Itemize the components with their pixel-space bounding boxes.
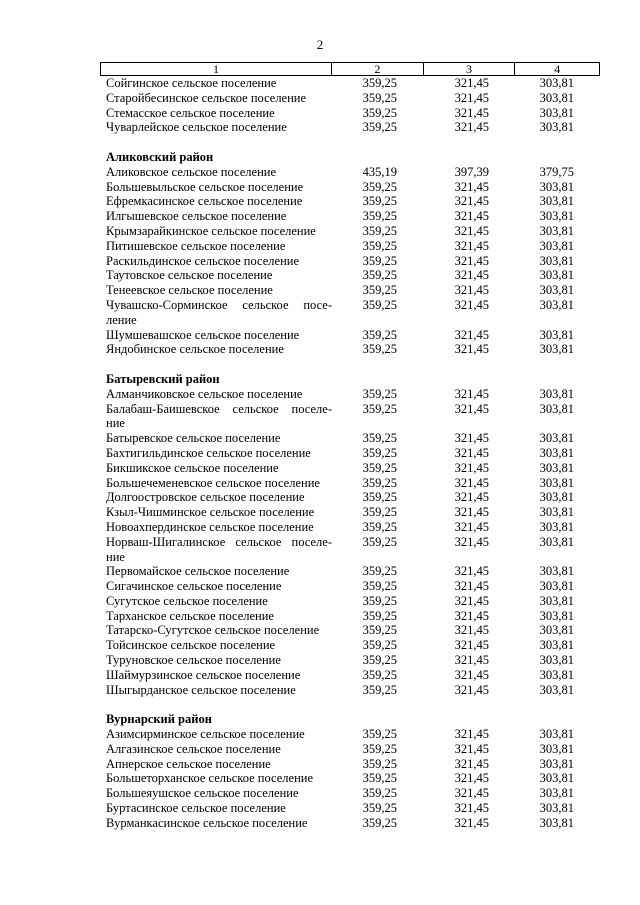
settlement-name: Большеторханское сельское поселение xyxy=(106,771,314,786)
rows-batyrev-b xyxy=(100,431,600,535)
settlement-name: Сойгинское сельское поселение xyxy=(106,76,277,90)
value-col-4: 303,81 xyxy=(539,342,574,357)
value-col-2: 359,25 xyxy=(362,76,397,90)
value-col-2: 435,19 xyxy=(362,164,397,179)
value-col-3: 321,45 xyxy=(454,771,489,786)
value-col-4: 303,81 xyxy=(539,120,574,135)
settlement-name: Бикшикское сельское поселение xyxy=(106,460,279,475)
settlement-name: Илгышевское сельское поселение xyxy=(106,209,287,224)
table-row xyxy=(100,594,600,609)
table-row xyxy=(100,668,600,683)
value-col-4: 303,81 xyxy=(539,179,574,194)
value-col-3: 321,45 xyxy=(454,120,489,135)
settlement-name: Старойбесинское сельское поселение xyxy=(106,90,307,105)
settlement-name: Балабаш-Баишевское сельское поселе- xyxy=(106,401,332,416)
value-col-3: 321,45 xyxy=(454,801,489,816)
value-col-2: 359,25 xyxy=(362,682,397,697)
table-row xyxy=(100,180,600,195)
value-col-3: 321,45 xyxy=(454,445,489,460)
value-col-4: 303,81 xyxy=(539,297,574,312)
table-body xyxy=(100,76,600,831)
table-row xyxy=(100,742,600,757)
settlement-name-continued: ние xyxy=(106,416,125,431)
value-col-4: 303,81 xyxy=(539,475,574,490)
rows-vurnar-a xyxy=(100,727,600,831)
table-row xyxy=(100,771,600,786)
settlement-name: Тарханское сельское поселение xyxy=(106,608,274,623)
value-col-2: 359,25 xyxy=(362,505,397,520)
value-col-3: 321,45 xyxy=(454,297,489,312)
value-col-2: 359,25 xyxy=(362,268,397,283)
wrap-row-alikov-1 xyxy=(100,298,600,328)
settlement-name: Шаймурзинское сельское поселение xyxy=(106,667,301,682)
settlement-name: Стемасское сельское поселение xyxy=(106,105,275,120)
settlement-name: Крымзарайкинское сельское поселение xyxy=(106,223,316,238)
value-col-2: 359,25 xyxy=(362,653,397,668)
table-row xyxy=(100,727,600,742)
value-col-3: 397,39 xyxy=(454,164,489,179)
district-title-batyrev: Батыревский район xyxy=(106,371,220,386)
wrap-row-batyrev-1 xyxy=(100,402,600,432)
settlement-name: Апнерское сельское поселение xyxy=(106,756,271,771)
value-col-3: 321,45 xyxy=(454,593,489,608)
value-col-2: 359,25 xyxy=(362,90,397,105)
table-row xyxy=(100,402,600,417)
table-row xyxy=(100,328,600,343)
value-col-3: 321,45 xyxy=(454,76,489,90)
table-row xyxy=(100,461,600,476)
value-col-3: 321,45 xyxy=(454,786,489,801)
value-col-4: 303,81 xyxy=(539,401,574,416)
value-col-2: 359,25 xyxy=(362,756,397,771)
value-col-2: 359,25 xyxy=(362,327,397,342)
settlement-name: Питишевское сельское поселение xyxy=(106,238,286,253)
value-col-4: 303,81 xyxy=(539,741,574,756)
settlement-name: Татарско-Сугутское сельское поселение xyxy=(106,623,320,638)
value-col-2: 359,25 xyxy=(362,593,397,608)
value-col-2: 359,25 xyxy=(362,445,397,460)
wrap-row-batyrev-2 xyxy=(100,535,600,565)
value-col-3: 321,45 xyxy=(454,534,489,549)
value-col-2: 359,25 xyxy=(362,815,397,830)
value-col-2: 359,25 xyxy=(362,386,397,401)
value-col-3: 321,45 xyxy=(454,564,489,579)
value-col-3: 321,45 xyxy=(454,815,489,830)
value-col-4: 303,81 xyxy=(539,105,574,120)
table-row xyxy=(100,91,600,106)
settlement-name: Ефремкасинское сельское поселение xyxy=(106,194,303,209)
settlement-name: Яндобинское сельское поселение xyxy=(106,342,284,357)
value-col-2: 359,25 xyxy=(362,253,397,268)
value-col-3: 321,45 xyxy=(454,194,489,209)
settlement-name: Азимсирминское сельское поселение xyxy=(106,727,305,742)
value-col-3: 321,45 xyxy=(454,638,489,653)
value-col-2: 359,25 xyxy=(362,638,397,653)
settlement-name: Раскильдинское сельское поселение xyxy=(106,253,300,268)
value-col-3: 321,45 xyxy=(454,253,489,268)
settlement-name: Туруновское сельское поселение xyxy=(106,653,281,668)
value-col-4: 303,81 xyxy=(539,76,574,90)
settlement-name: Долгоостровское сельское поселение xyxy=(106,490,305,505)
table-row xyxy=(100,431,600,446)
table-row xyxy=(100,106,600,121)
table-row xyxy=(100,387,600,402)
table-row xyxy=(100,209,600,224)
value-col-3: 321,45 xyxy=(454,386,489,401)
value-col-2: 359,25 xyxy=(362,283,397,298)
value-col-4: 303,81 xyxy=(539,445,574,460)
value-col-3: 321,45 xyxy=(454,90,489,105)
table-row xyxy=(100,120,600,135)
settlement-name: Шумшевашское сельское поселение xyxy=(106,327,300,342)
value-col-3: 321,45 xyxy=(454,401,489,416)
settlement-name: Таутовское сельское поселение xyxy=(106,268,273,283)
rows-top xyxy=(100,76,600,135)
settlement-name: Батыревское сельское поселение xyxy=(106,431,281,446)
value-col-3: 321,45 xyxy=(454,623,489,638)
settlement-name: Норваш-Шигалинское сельское поселе- xyxy=(106,534,332,549)
settlement-name-continued: ление xyxy=(106,312,137,327)
value-col-3: 321,45 xyxy=(454,460,489,475)
table-row xyxy=(100,638,600,653)
value-col-3: 321,45 xyxy=(454,105,489,120)
value-col-4: 303,81 xyxy=(539,564,574,579)
settlement-name: Аликовское сельское поселение xyxy=(106,164,276,179)
table-row xyxy=(100,342,600,357)
value-col-3: 321,45 xyxy=(454,667,489,682)
value-col-3: 321,45 xyxy=(454,608,489,623)
settlement-name: Буртасинское сельское поселение xyxy=(106,801,286,816)
value-col-4: 303,81 xyxy=(539,238,574,253)
table-row xyxy=(100,786,600,801)
settlement-name: Первомайское сельское поселение xyxy=(106,564,290,579)
value-col-2: 359,25 xyxy=(362,741,397,756)
value-col-4: 303,81 xyxy=(539,727,574,742)
value-col-2: 359,25 xyxy=(362,475,397,490)
table-row xyxy=(100,446,600,461)
value-col-2: 359,25 xyxy=(362,534,397,549)
value-col-2: 359,25 xyxy=(362,105,397,120)
value-col-4: 303,81 xyxy=(539,771,574,786)
table-row xyxy=(100,254,600,269)
value-col-4: 303,81 xyxy=(539,593,574,608)
value-col-4: 303,81 xyxy=(539,283,574,298)
value-col-2: 359,25 xyxy=(362,120,397,135)
table-row xyxy=(100,490,600,505)
value-col-2: 359,25 xyxy=(362,519,397,534)
value-col-3: 321,45 xyxy=(454,223,489,238)
value-col-4: 303,81 xyxy=(539,623,574,638)
header-col-2: 2 xyxy=(332,63,424,75)
value-col-2: 359,25 xyxy=(362,608,397,623)
settlement-name: Сигачинское сельское поселение xyxy=(106,579,282,594)
table-row xyxy=(100,801,600,816)
settlement-name-continued: ние xyxy=(106,549,125,564)
table-row xyxy=(100,194,600,209)
value-col-3: 321,45 xyxy=(454,342,489,357)
value-col-4: 303,81 xyxy=(539,638,574,653)
settlement-name: Чувашско-Сорминское сельское посе- xyxy=(106,297,332,312)
value-col-2: 359,25 xyxy=(362,786,397,801)
value-col-3: 321,45 xyxy=(454,727,489,742)
settlement-name: Большевыльское сельское поселение xyxy=(106,179,304,194)
header-col-4: 4 xyxy=(554,62,561,76)
value-col-4: 303,81 xyxy=(539,490,574,505)
settlement-name: Большечеменевское сельское поселение xyxy=(106,475,320,490)
rows-batyrev-c xyxy=(100,564,600,697)
value-col-2: 359,25 xyxy=(362,342,397,357)
rows-batyrev-a xyxy=(100,387,600,402)
value-col-3: 321,45 xyxy=(454,238,489,253)
table-row xyxy=(100,476,600,491)
value-col-2: 359,25 xyxy=(362,667,397,682)
rows-alikov-b xyxy=(100,328,600,358)
settlement-name: Алманчиковское сельское поселение xyxy=(106,386,303,401)
spacer xyxy=(100,135,600,150)
settlement-name: Большеяушское сельское поселение xyxy=(106,786,299,801)
value-col-3: 321,45 xyxy=(454,179,489,194)
table-row xyxy=(100,757,600,772)
value-col-4: 303,81 xyxy=(539,519,574,534)
value-col-4: 303,81 xyxy=(539,386,574,401)
value-col-2: 359,25 xyxy=(362,623,397,638)
settlement-name: Бахтигильдинское сельское поселение xyxy=(106,445,311,460)
value-col-3: 321,45 xyxy=(454,519,489,534)
value-col-3: 321,45 xyxy=(454,431,489,446)
value-col-3: 321,45 xyxy=(454,756,489,771)
value-col-4: 303,81 xyxy=(539,756,574,771)
table-row xyxy=(100,298,600,313)
value-col-4: 303,81 xyxy=(539,223,574,238)
value-col-4: 303,81 xyxy=(539,608,574,623)
settlement-name: Тенеевское сельское поселение xyxy=(106,283,273,298)
value-col-3: 321,45 xyxy=(454,209,489,224)
table-row xyxy=(100,816,600,831)
value-col-2: 359,25 xyxy=(362,297,397,312)
value-col-4: 303,81 xyxy=(539,667,574,682)
value-col-4: 303,81 xyxy=(539,431,574,446)
value-col-4: 303,81 xyxy=(539,90,574,105)
value-col-3: 321,45 xyxy=(454,475,489,490)
value-col-4: 303,81 xyxy=(539,786,574,801)
table-header xyxy=(100,62,600,76)
table-row xyxy=(100,564,600,579)
value-col-3: 321,45 xyxy=(454,268,489,283)
table-row xyxy=(100,623,600,638)
table-row xyxy=(100,224,600,239)
table-row xyxy=(100,653,600,668)
rows-alikov-a xyxy=(100,165,600,298)
value-col-4: 303,81 xyxy=(539,579,574,594)
settlement-name: Кзыл-Чишминское сельское поселение xyxy=(106,505,315,520)
value-col-4: 379,75 xyxy=(539,164,574,179)
value-col-2: 359,25 xyxy=(362,564,397,579)
settlement-name: Чуварлейское сельское поселение xyxy=(106,120,287,135)
value-col-3: 321,45 xyxy=(454,741,489,756)
value-col-3: 321,45 xyxy=(454,505,489,520)
settlement-name: Сугутское сельское поселение xyxy=(106,593,268,608)
value-col-4: 303,81 xyxy=(539,534,574,549)
spacer xyxy=(100,697,600,712)
value-col-3: 321,45 xyxy=(454,682,489,697)
value-col-2: 359,25 xyxy=(362,238,397,253)
value-col-3: 321,45 xyxy=(454,490,489,505)
table-row xyxy=(100,683,600,698)
value-col-4: 303,81 xyxy=(539,327,574,342)
district-title-alikov: Аликовский район xyxy=(106,149,214,164)
spacer xyxy=(100,357,600,372)
value-col-2: 359,25 xyxy=(362,194,397,209)
value-col-3: 321,45 xyxy=(454,653,489,668)
value-col-2: 359,25 xyxy=(362,209,397,224)
table-row xyxy=(100,283,600,298)
value-col-2: 359,25 xyxy=(362,727,397,742)
settlement-name: Алгазинское сельское поселение xyxy=(106,741,281,756)
value-col-4: 303,81 xyxy=(539,815,574,830)
table-row xyxy=(100,535,600,550)
value-col-2: 359,25 xyxy=(362,801,397,816)
table-row xyxy=(100,579,600,594)
value-col-4: 303,81 xyxy=(539,682,574,697)
settlement-name: Вурманкасинское сельское поселение xyxy=(106,815,308,830)
value-col-4: 303,81 xyxy=(539,505,574,520)
table-row xyxy=(100,268,600,283)
value-col-2: 359,25 xyxy=(362,223,397,238)
value-col-4: 303,81 xyxy=(539,460,574,475)
value-col-2: 359,25 xyxy=(362,579,397,594)
value-col-2: 359,25 xyxy=(362,401,397,416)
value-col-3: 321,45 xyxy=(454,327,489,342)
value-col-2: 359,25 xyxy=(362,771,397,786)
header-col-1: 1 xyxy=(101,63,332,75)
value-col-2: 359,25 xyxy=(362,431,397,446)
header-col-3: 3 xyxy=(424,63,516,75)
value-col-4: 303,81 xyxy=(539,253,574,268)
value-col-2: 359,25 xyxy=(362,460,397,475)
value-col-3: 321,45 xyxy=(454,283,489,298)
table-row xyxy=(100,505,600,520)
value-col-4: 303,81 xyxy=(539,653,574,668)
settlement-name: Новоахпердинское сельское поселение xyxy=(106,519,314,534)
table-row xyxy=(100,609,600,624)
settlement-name: Тойсинское сельское поселение xyxy=(106,638,276,653)
value-col-2: 359,25 xyxy=(362,490,397,505)
value-col-2: 359,25 xyxy=(362,179,397,194)
table-row xyxy=(100,76,600,91)
value-col-4: 303,81 xyxy=(539,801,574,816)
table-row xyxy=(100,165,600,180)
settlement-name: Шыгырданское сельское поселение xyxy=(106,682,296,697)
value-col-4: 303,81 xyxy=(539,209,574,224)
value-col-4: 303,81 xyxy=(539,194,574,209)
value-col-3: 321,45 xyxy=(454,579,489,594)
table-row xyxy=(100,520,600,535)
district-title-vurnar: Вурнарский район xyxy=(106,712,212,727)
table-row xyxy=(100,239,600,254)
page-number: 2 xyxy=(316,37,324,52)
value-col-4: 303,81 xyxy=(539,268,574,283)
